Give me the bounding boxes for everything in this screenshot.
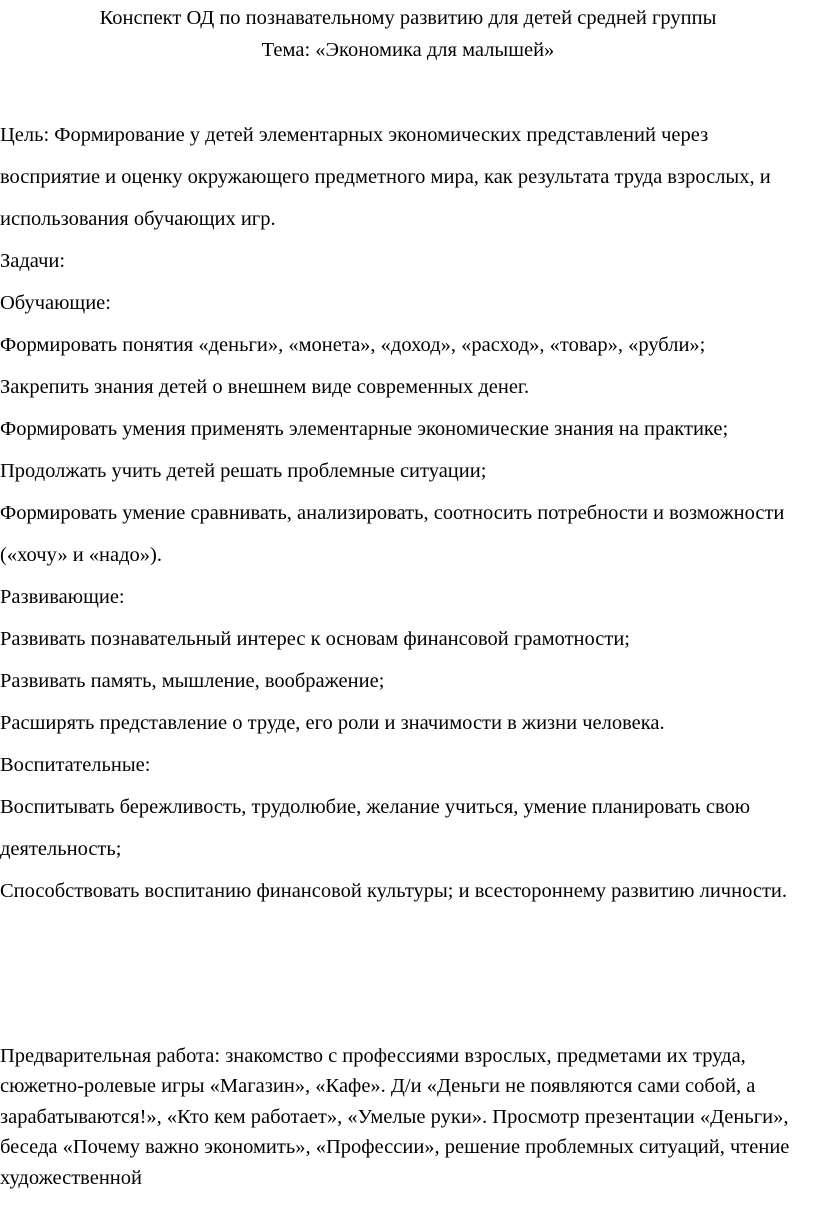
developmental-item: Расширять представление о труде, его роли и значимости в жизни человека. (0, 712, 665, 734)
document-topic: Тема: «Экономика для малышей» (261, 39, 555, 61)
educational-item: Формировать умение сравнивать, анализировать, соотносить потребности и возможности («хочу» и «надо»). (0, 502, 785, 566)
document-title: Конспект ОД по познавательному развитию для детей средней группы (99, 7, 717, 29)
upbringing-item: Способствовать воспитанию финансовой культуры; и всестороннему развитию личности. (0, 880, 787, 902)
educational-item: Закрепить знания детей о внешнем виде современных денег. (0, 376, 530, 398)
upbringing-item: Воспитывать бережливость, трудолюбие, желание учиться, умение планировать свою деятельность; (0, 796, 751, 860)
educational-heading: Обучающие: (0, 292, 111, 314)
developmental-item: Развивать познавательный интерес к основам финансовой грамотности; (0, 628, 631, 650)
upbringing-heading: Воспитательные: (0, 754, 151, 776)
developmental-heading: Развивающие: (0, 586, 125, 608)
document-body (0, 114, 810, 912)
educational-item: Продолжать учить детей решать проблемные ситуации; (0, 460, 487, 482)
educational-item: Формировать умения применять элементарные экономические знания на практике; (0, 418, 729, 440)
educational-item: Формировать понятия «деньги», «монета», «доход», «расход», «товар», «рубли»; (0, 334, 706, 356)
tasks-heading: Задачи: (0, 250, 66, 272)
developmental-item: Развивать память, мышление, воображение; (0, 670, 385, 692)
preliminary-work-paragraph: Предварительная работа: знакомство с профессиями взрослых, предметами их труда, сюжетно-ролевые игры «Магазин», «Кафе». Д/и «Деньги не появляются сами собой, а зарабатываются!», «Кто кем работает», «Умелые руки». Просмотр презентации «Деньги», беседа «Почему важно экономить», «Профессии», решение проблемных ситуаций, чтение художественной (0, 1045, 790, 1189)
goal-paragraph: Цель: Формирование у детей элементарных экономических представлений через восприятие и оценку окружающего предметного мира, как результата труда взрослых, и использования обучающих игр. (0, 124, 771, 230)
